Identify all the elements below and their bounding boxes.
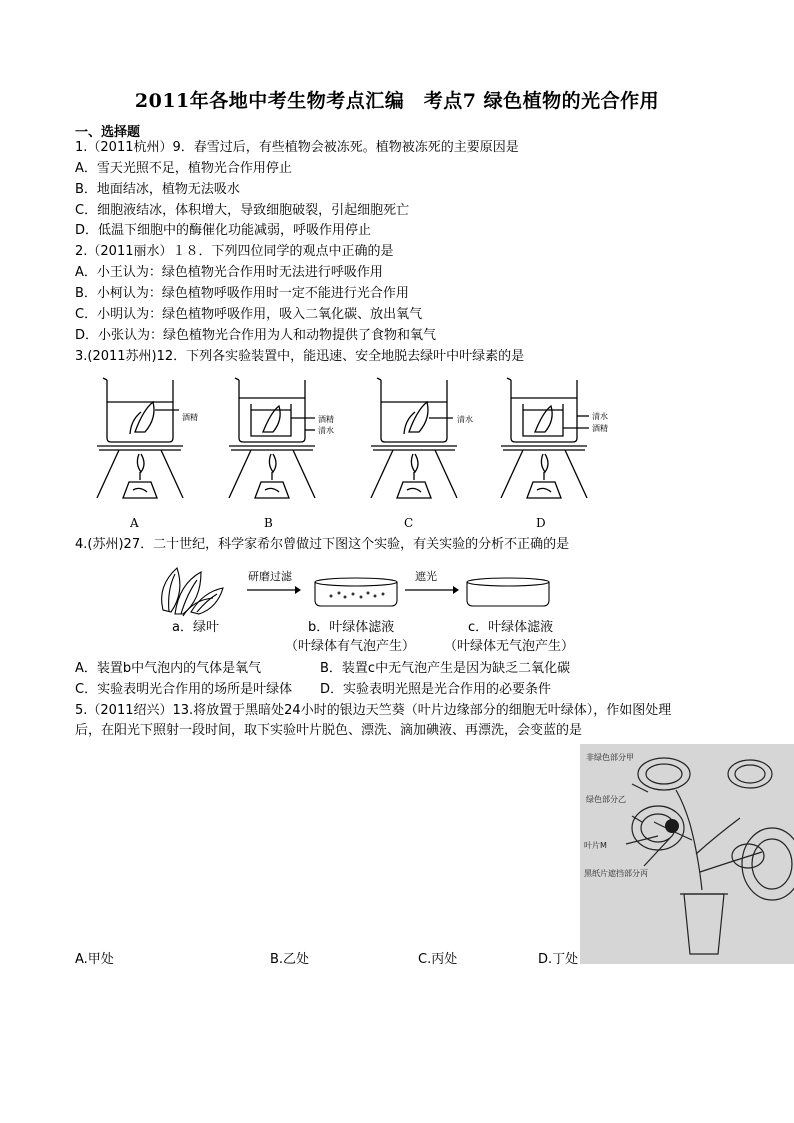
apparatus-b-option-label: B xyxy=(264,516,273,530)
geranium-drawing xyxy=(580,744,794,964)
filtrate-b-caption: b．叶绿体滤液 xyxy=(308,620,395,635)
label-non-green-part: 非绿色部分甲 xyxy=(586,753,634,762)
apparatus-a-option-label: A xyxy=(130,516,139,530)
dish-b xyxy=(315,578,397,606)
question-4-option-b: B．装置c中无气泡产生是因为缺乏二氧化碳 xyxy=(320,661,571,676)
question-5-stem-line-1: 5.（2011绍兴）13.将放置于黑暗处24小时的银边天竺葵（叶片边缘部分的细胞无叶绿体），作如图处理 xyxy=(75,703,672,718)
black-paper-patch xyxy=(665,819,679,833)
shade-arrowhead xyxy=(453,586,459,594)
leaf-caption: a．绿叶 xyxy=(172,620,219,635)
question-4-option-d: D．实验表明光照是光合作用的必要条件 xyxy=(320,682,552,697)
question-4-option-a: A．装置b中气泡内的气体是氧气 xyxy=(75,661,262,676)
geranium-photo xyxy=(580,744,794,964)
question-5-stem-line-2: 后，在阳光下照射一段时间，取下实验叶片脱色、漂洗、滴加碘液、再漂洗，会变蓝的是 xyxy=(75,723,583,738)
question-2-stem: 2.（2011丽水）１８．下列四位同学的观点中正确的是 xyxy=(75,244,394,259)
question-1-option-d: D．低温下细胞中的酶催化功能减弱，呼吸作用停止 xyxy=(75,223,372,238)
filtrate-c-note: （叶绿体无气泡产生） xyxy=(444,639,575,654)
question-5-option-b: B.乙处 xyxy=(270,952,310,967)
apparatus-b-label-alcohol: 酒精 xyxy=(318,415,334,424)
apparatus-c-option-label: C xyxy=(404,516,414,530)
apparatus-d-label-alcohol: 酒精 xyxy=(592,424,608,433)
filtrate-c-caption: c．叶绿体滤液 xyxy=(468,620,554,635)
grind-filter-arrowhead xyxy=(295,586,301,594)
question-3-apparatus-figure xyxy=(95,372,615,504)
question-1-option-a: A．雪天光照不足，植物光合作用停止 xyxy=(75,161,292,176)
label-leaf-m: 叶片M xyxy=(584,841,607,850)
question-1-option-c: C．细胞液结冰，体积增大，导致细胞破裂，引起细胞死亡 xyxy=(75,203,410,218)
apparatus-d xyxy=(501,378,589,498)
label-green-part: 绿色部分乙 xyxy=(586,795,626,804)
label-black-paper: 黑纸片遮挡部分丙 xyxy=(584,869,648,878)
question-3-stem: 3.(2011苏州)12．下列各实验装置中，能迅速、安全地脱去绿叶中叶绿素的是 xyxy=(75,349,525,364)
question-5-option-d: D.丁处 xyxy=(538,952,579,967)
section-heading: 一、选择题 xyxy=(75,125,141,140)
apparatus-d-label-water: 清水 xyxy=(592,412,608,421)
question-2-option-b: B．小柯认为：绿色植物呼吸作用时一定不能进行光合作用 xyxy=(75,286,409,301)
question-5-option-c: C.丙处 xyxy=(418,952,458,967)
apparatus-d-option-label: D xyxy=(536,516,546,530)
question-5-option-a: A.甲处 xyxy=(75,952,114,967)
question-2-option-c: C．小明认为：绿色植物呼吸作用，吸入二氧化碳、放出氧气 xyxy=(75,307,423,322)
question-2-option-a: A．小王认为：绿色植物光合作用时无法进行呼吸作用 xyxy=(75,265,383,280)
shade-label: 遮光 xyxy=(415,570,437,583)
green-leaves-drawing xyxy=(162,568,223,616)
question-4-stem: 4.(苏州)27．二十世纪，科学家希尔曾做过下图这个实验，有关实验的分析不正确的是 xyxy=(75,537,570,552)
question-1-stem: 1.（2011杭州）9．春雪过后，有些植物会被冻死。植物被冻死的主要原因是 xyxy=(75,140,519,155)
apparatus-a-label-alcohol: 酒精 xyxy=(182,413,198,422)
apparatus-b-label-water: 清水 xyxy=(318,426,334,435)
page-title: 2011年各地中考生物考点汇编 考点7 绿色植物的光合作用 xyxy=(134,90,660,112)
apparatus-a xyxy=(97,378,183,498)
dish-c xyxy=(467,578,549,606)
filtrate-b-note: （叶绿体有气泡产生） xyxy=(285,639,416,654)
question-4-experiment-figure xyxy=(155,560,555,620)
question-2-option-d: D．小张认为：绿色植物光合作用为人和动物提供了食物和氧气 xyxy=(75,328,437,343)
question-4-option-c: C．实验表明光合作用的场所是叶绿体 xyxy=(75,682,293,697)
apparatus-b xyxy=(229,378,315,498)
apparatus-c-label-water: 清水 xyxy=(457,415,473,424)
question-1-option-b: B．地面结冰，植物无法吸水 xyxy=(75,182,240,197)
grind-filter-label: 研磨过滤 xyxy=(248,570,292,583)
apparatus-c xyxy=(371,378,457,498)
